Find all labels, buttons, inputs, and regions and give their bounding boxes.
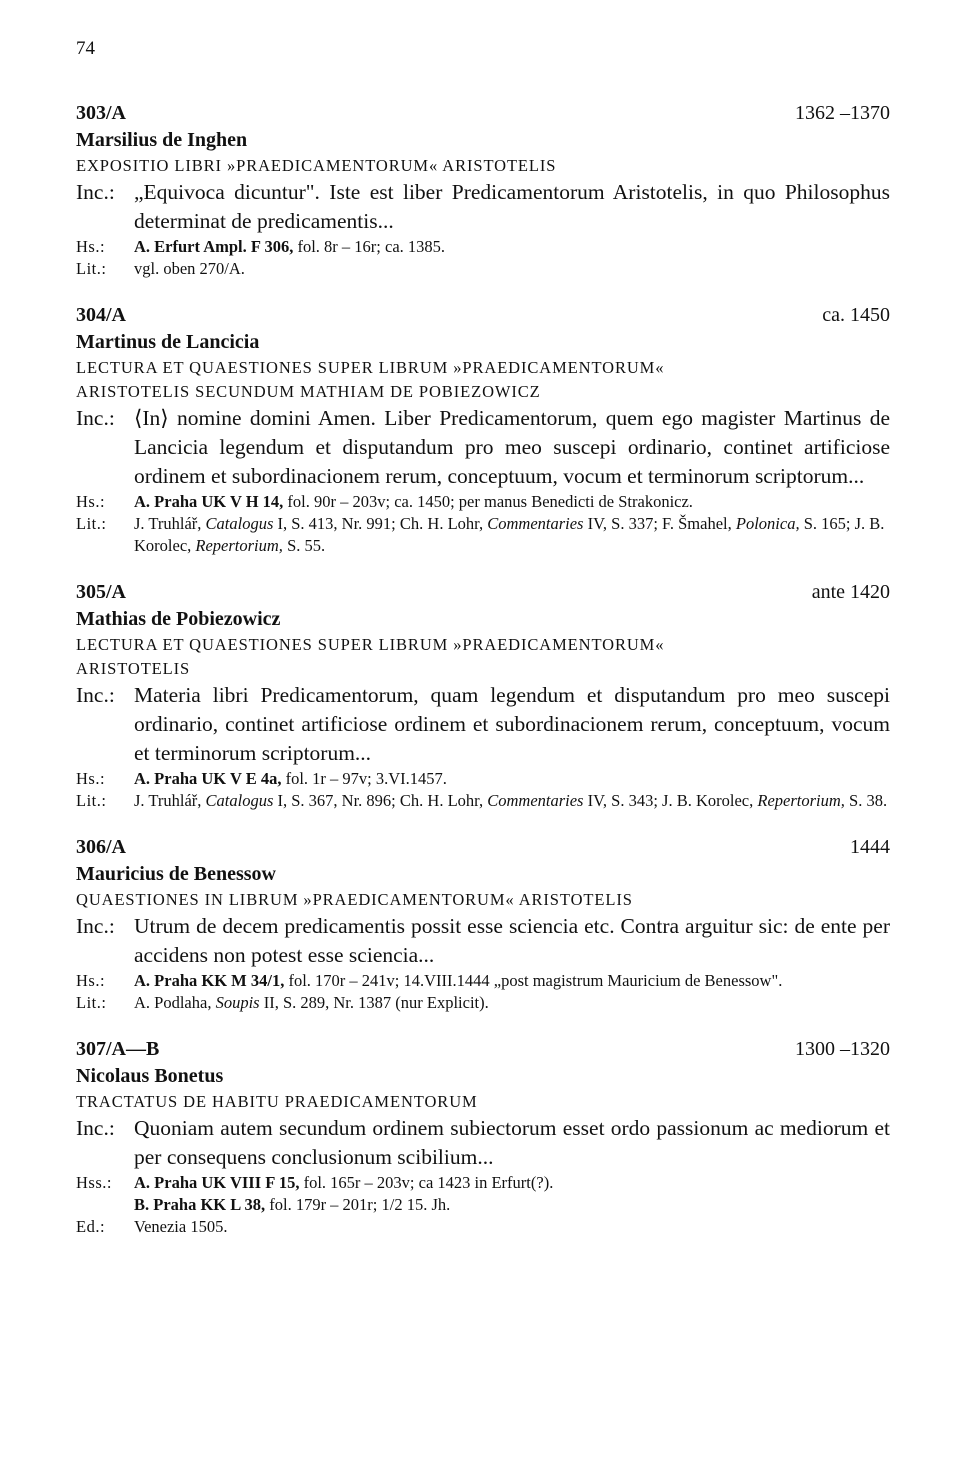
literature-reference: I, S. 367, Nr. 896; Ch. H. Lohr, (273, 791, 488, 810)
literature-reference: IV, S. 337; F. Šmahel, (583, 514, 736, 533)
manuscript-label: Hs.: (76, 492, 106, 511)
literature-work-title: Repertorium, (195, 536, 283, 555)
literature-row (76, 513, 890, 557)
entry-header (76, 100, 890, 127)
manuscript-signature: A. Praha UK VIII F 15, (134, 1173, 300, 1192)
incipit-text: Quoniam autem secundum ordinem subiectorum esset ordo passionum ac mediorum et per consequens conclusionum scibilium... (134, 1116, 890, 1169)
entry-list (76, 100, 890, 1238)
literature-work-title: Catalogus (205, 791, 274, 810)
incipit-text: Materia libri Predicamentorum, quam legendum et disputandum pro meo suscepi ordinario, continet artificiose ordinem et subordinacionem rerum, conceptuum, vocum et terminorum scriptorum... (134, 683, 890, 765)
manuscript-details: fol. 170r – 241v; 14.VIII.1444 „post magistrum Mauricium de Benessow". (284, 971, 783, 990)
literature-work-title: Commentaries (487, 514, 584, 533)
incipit-label: Inc.: (76, 683, 115, 707)
manuscript-row (76, 970, 890, 992)
manuscript-label: Hs.: (76, 971, 106, 990)
manuscript-details: fol. 179r – 201r; 1/2 15. Jh. (265, 1195, 451, 1214)
entry-title-line: ARISTOTELIS (76, 659, 191, 678)
literature-label: Lit.: (76, 993, 107, 1012)
entry-author: Nicolaus Bonetus (76, 1065, 224, 1087)
literature-reference: A. Podlaha, (134, 993, 216, 1012)
manuscript-text (134, 970, 890, 992)
manuscript-text (134, 491, 890, 513)
entry-date: ca. 1450 (822, 304, 890, 326)
literature-reference: S. 55. (282, 536, 326, 555)
manuscript-signature: B. Praha KK L 38, (134, 1195, 266, 1214)
incipit-label: Inc.: (76, 914, 115, 938)
manuscript-details: fol. 1r – 97v; 3.VI.1457. (281, 769, 447, 788)
catalog-entry (76, 834, 890, 1014)
edition-label: Ed.: (76, 1217, 106, 1236)
manuscript-row (76, 236, 890, 258)
literature-text (134, 513, 890, 557)
manuscript-label: Hs.: (76, 769, 106, 788)
incipit-text: ⟨In⟩ nomine domini Amen. Liber Predicamentorum, quem ego magister Martinus de Lancicia legendum et disputandum pro meo suscepi ordinario, continet artificiose ordinem et subordinacionem rerum, conceptuum, vocum et terminorum scriptorum... (134, 406, 890, 488)
incipit-text: Utrum de decem predicamentis possit esse sciencia etc. Contra arguitur sic: de ente per accidens non potest esse sciencia... (134, 914, 890, 967)
incipit-row (76, 1114, 890, 1172)
entry-number: 307/A—B (76, 1038, 160, 1060)
manuscript-line (134, 1172, 890, 1194)
catalog-entry (76, 1036, 890, 1238)
edition-text: Venezia 1505. (134, 1217, 228, 1236)
literature-text: vgl. oben 270/A. (134, 259, 245, 278)
entry-number: 304/A (76, 304, 126, 326)
literature-text (134, 992, 890, 1014)
manuscript-row (76, 1172, 890, 1216)
entry-author: Marsilius de Inghen (76, 129, 248, 151)
manuscript-signature: A. Erfurt Ampl. F 306, (134, 237, 294, 256)
entry-header (76, 1036, 890, 1063)
manuscript-details: fol. 8r – 16r; ca. 1385. (293, 237, 446, 256)
manuscript-signature: A. Praha UK V H 14, (134, 492, 284, 511)
entry-date: 1300 –1320 (795, 1038, 890, 1060)
entry-title-line: QUAESTIONES IN LIBRUM »PRAEDICAMENTORUM« ARISTOTELIS (76, 890, 633, 909)
manuscript-row (76, 768, 890, 790)
catalog-entry (76, 579, 890, 812)
literature-label: Lit.: (76, 259, 107, 278)
literature-work-title: Catalogus (205, 514, 274, 533)
entry-number: 303/A (76, 102, 126, 124)
entry-number: 305/A (76, 581, 126, 603)
entry-title-line: TRACTATUS DE HABITU PRAEDICAMENTORUM (76, 1092, 478, 1111)
manuscript-signature: A. Praha KK M 34/1, (134, 971, 285, 990)
entry-number: 306/A (76, 836, 126, 858)
literature-reference: II, S. 289, Nr. 1387 (nur Explicit). (259, 993, 489, 1012)
literature-reference: J. Truhlář, (134, 791, 206, 810)
incipit-row (76, 681, 890, 768)
incipit-row (76, 178, 890, 236)
manuscript-details: fol. 90r – 203v; ca. 1450; per manus Benedicti de Strakonicz. (283, 492, 693, 511)
incipit-label: Inc.: (76, 406, 115, 430)
entry-header (76, 579, 890, 606)
literature-work-title: Repertorium, (757, 791, 845, 810)
manuscript-text (134, 236, 890, 258)
manuscript-line (134, 1194, 890, 1216)
incipit-label: Inc.: (76, 1116, 115, 1140)
catalog-page (76, 38, 890, 1260)
entry-author: Martinus de Lancicia (76, 331, 260, 353)
literature-reference: I, S. 413, Nr. 991; Ch. H. Lohr, (273, 514, 488, 533)
literature-work-title: Soupis (215, 993, 260, 1012)
incipit-row (76, 404, 890, 491)
literature-label: Lit.: (76, 514, 107, 533)
entry-title-line: LECTURA ET QUAESTIONES SUPER LIBRUM »PRAEDICAMENTORUM« (76, 635, 665, 654)
page-number: 74 (76, 38, 95, 59)
literature-row (76, 992, 890, 1014)
entry-author: Mathias de Pobiezowicz (76, 608, 281, 630)
literature-work-title: Polonica, (735, 514, 800, 533)
literature-label: Lit.: (76, 791, 107, 810)
manuscript-label: Hs.: (76, 237, 106, 256)
literature-row (76, 790, 890, 812)
entry-title-line: EXPOSITIO LIBRI »PRAEDICAMENTORUM« ARISTOTELIS (76, 156, 557, 175)
edition-row (76, 1216, 890, 1238)
literature-text (134, 790, 890, 812)
catalog-entry (76, 100, 890, 280)
entry-date: ante 1420 (811, 581, 890, 603)
manuscript-row (76, 491, 890, 513)
incipit-text: „Equivoca dicuntur". Iste est liber Predicamentorum Aristotelis, in quo Philosophus determinat de predicamentis... (134, 180, 890, 233)
entry-header (76, 834, 890, 861)
incipit-row (76, 912, 890, 970)
entry-header (76, 302, 890, 329)
manuscript-signature: A. Praha UK V E 4a, (134, 769, 282, 788)
entry-date: 1362 –1370 (795, 102, 890, 124)
literature-row (76, 258, 890, 280)
literature-reference: S. 165; J. B. Korolec, (134, 514, 885, 555)
entry-author: Mauricius de Benessow (76, 863, 276, 885)
entry-title-line: LECTURA ET QUAESTIONES SUPER LIBRUM »PRAEDICAMENTORUM« (76, 358, 665, 377)
manuscript-details: fol. 165r – 203v; ca 1423 in Erfurt(?). (299, 1173, 554, 1192)
entry-date: 1444 (850, 836, 890, 858)
entry-title-line: ARISTOTELIS SECUNDUM MATHIAM DE POBIEZOWICZ (76, 382, 541, 401)
manuscript-label: Hss.: (76, 1173, 112, 1192)
manuscript-text (134, 768, 890, 790)
literature-reference: S. 38. (844, 791, 888, 810)
literature-reference: J. Truhlář, (134, 514, 206, 533)
literature-work-title: Commentaries (487, 791, 584, 810)
incipit-label: Inc.: (76, 180, 115, 204)
manuscript-text (134, 1172, 890, 1216)
catalog-entry (76, 302, 890, 557)
literature-reference: IV, S. 343; J. B. Korolec, (583, 791, 758, 810)
